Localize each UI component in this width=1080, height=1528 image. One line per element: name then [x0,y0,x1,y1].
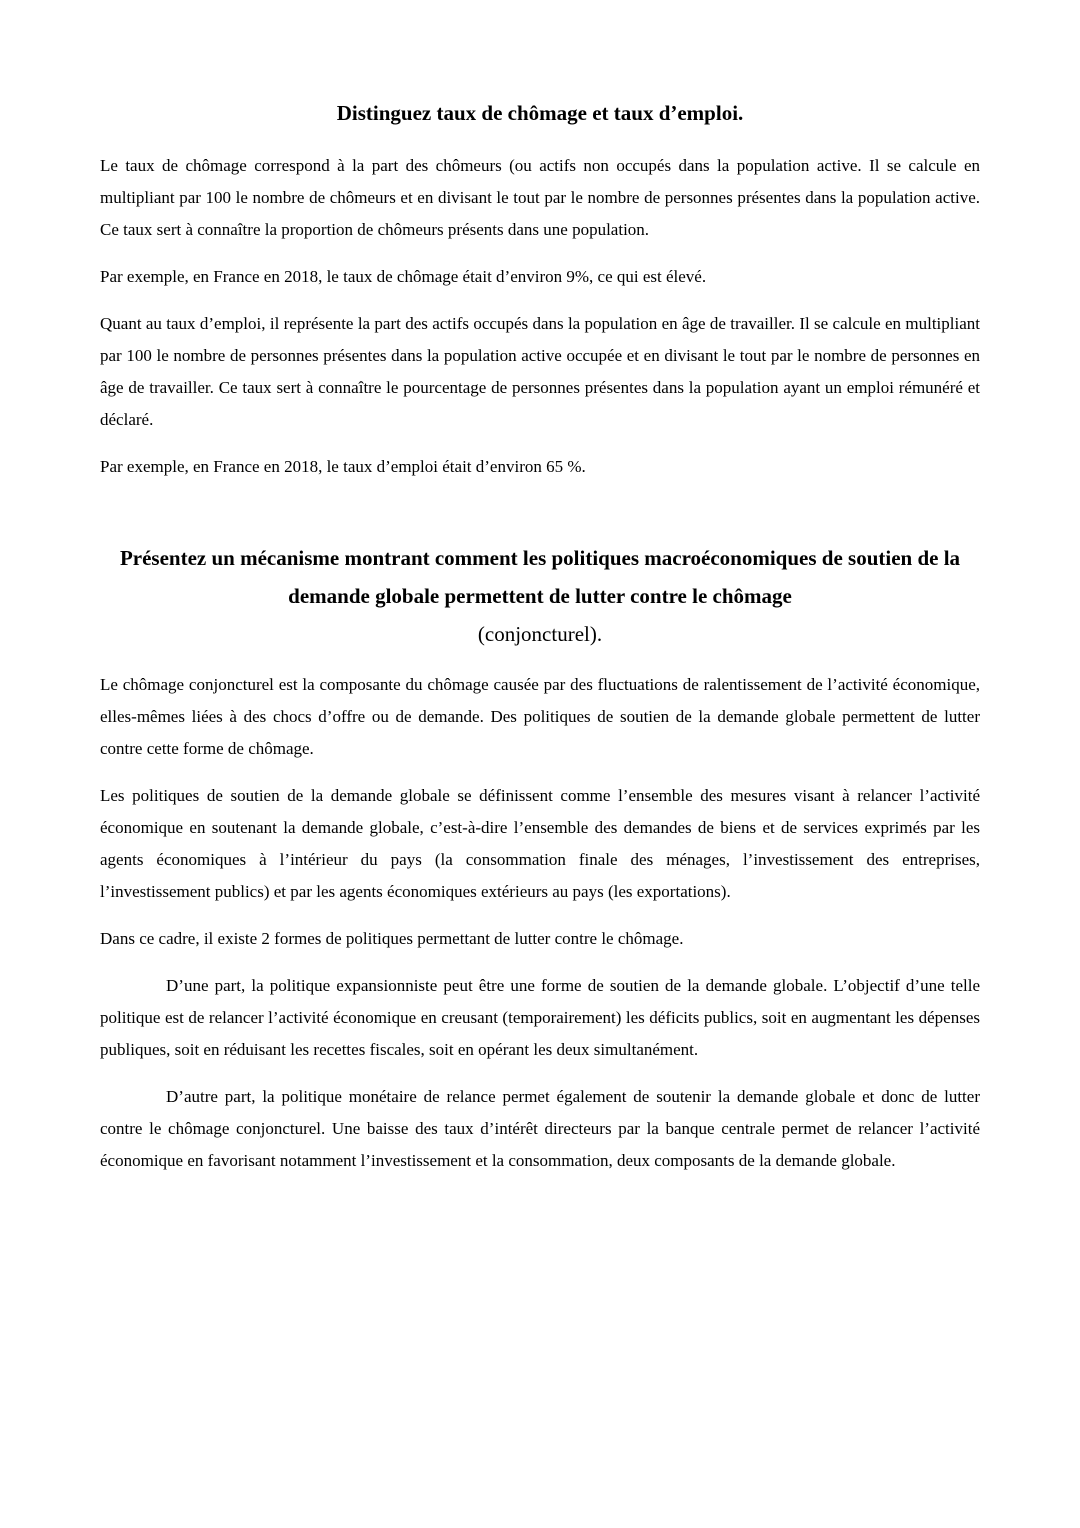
paragraph-politique-expansionniste: D’une part, la politique expansionniste peut être une forme de soutien de la demande globale. L’objectif d’une telle politique est de relancer l’activité économique en creusant (temporairement) les déficits publics, soit en augmentant les dépenses publiques, soit en réduisant les recettes fiscales, soit en opérant les deux simultanément. [100,976,980,1059]
section1-heading: Distinguez taux de chômage et taux d’emploi. [336,101,744,125]
section2-heading [100,539,980,653]
paragraph-chomage-definition: Le taux de chômage correspond à la part des chômeurs (ou actifs non occupés dans la population active. Il se calcule en multipliant par 100 le nombre de chômeurs et en divisant le tout par le nombre de personnes présentes dans la population active. Ce taux sert à connaître la proportion de chômeurs présents dans une population. [100,156,980,239]
paragraph-chomage-conjoncturel-definition: Le chômage conjoncturel est la composante du chômage causée par des fluctuations de ralentissement de l’activité économique, elles-mêmes liées à des chocs d’offre ou de demande. Des politiques de soutien de la demande globale permettent de lutter contre cette forme de chômage. [100,675,980,758]
section2-heading-bold: Présentez un mécanisme montrant comment les politiques macroéconomiques de soutien de la demande globale permettent de lutter contre le chômage [119,546,961,608]
paragraph-emploi-exemple: Par exemple, en France en 2018, le taux d’emploi était d’environ 65 %. [100,457,586,476]
paragraph-politiques-soutien-definition: Les politiques de soutien de la demande globale se définissent comme l’ensemble des mesures visant à relancer l’activité économique en soutenant la demande globale, c’est-à-dire l’ensemble des demandes de biens et de services exprimés par les agents économiques à l’intérieur du pays (la consommation finale des ménages, l’investissement des entreprises, l’investissement publics) et par les agents économiques extérieurs au pays (les exportations). [100,786,980,901]
paragraph-emploi-definition: Quant au taux d’emploi, il représente la part des actifs occupés dans la population en âge de travailler. Il se calcule en multipliant par 100 le nombre de personnes présentes dans la population active occupée et en divisant le tout par le nombre de personnes en âge de travailler. Ce taux sert à connaître le pourcentage de personnes présentes dans la population ayant un emploi rémunéré et déclaré. [100,314,980,429]
paragraph-chomage-exemple: Par exemple, en France en 2018, le taux de chômage était d’environ 9%, ce qui est élevé. [100,267,707,286]
paragraph-politique-monetaire: D’autre part, la politique monétaire de relance permet également de soutenir la demande globale et donc de lutter contre le chômage conjoncturel. Une baisse des taux d’intérêt directeurs par la banque centrale permet de relancer l’activité économique en favorisant notamment l’investissement et la consommation, deux composants de la demande globale. [100,1087,980,1170]
section2-heading-regular: (conjoncturel). [477,622,603,646]
paragraph-deux-formes: Dans ce cadre, il existe 2 formes de politiques permettant de lutter contre le chômage. [100,929,684,948]
